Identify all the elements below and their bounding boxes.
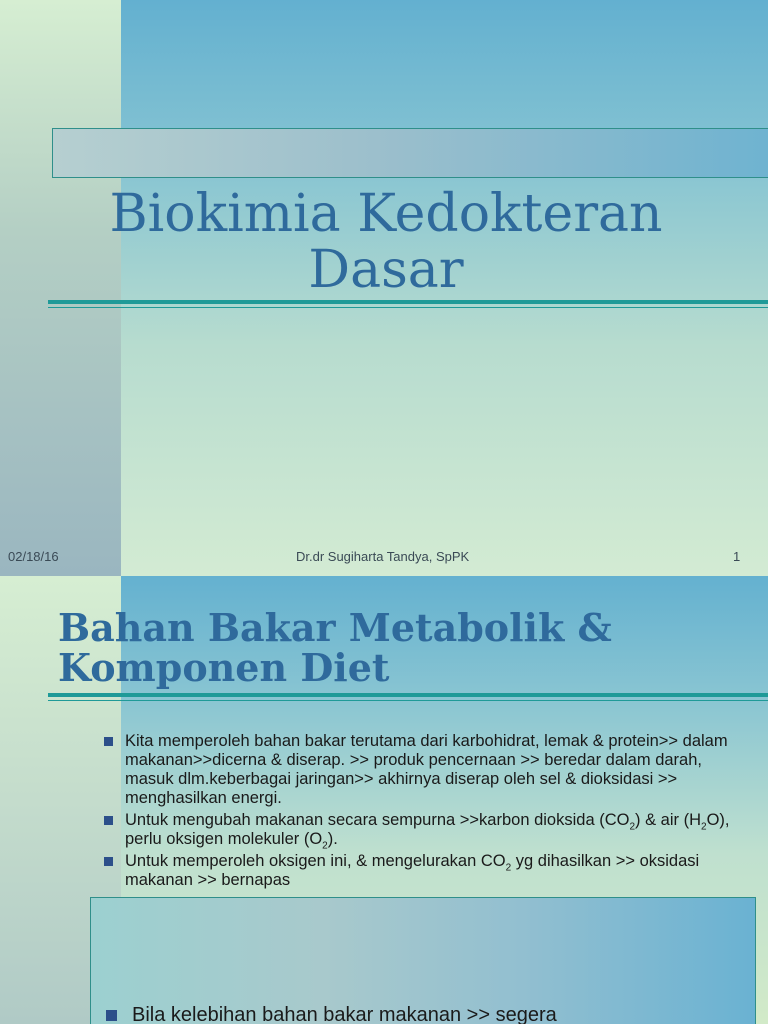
title-rule	[48, 693, 768, 697]
title-line-1: Biokimia Kedokteran	[109, 184, 663, 244]
title-line-2: Komponen Diet	[58, 645, 390, 690]
title-rule	[48, 300, 768, 304]
slide-title	[52, 186, 720, 298]
title-line-1: Bahan Bakar Metabolik &	[58, 605, 612, 650]
list-item: Untuk mengubah makanan secara sempurna >>karbon dioksida $(CO_2)$ & air $(H_2O)$, perlu oksigen molekuler $(O_2)$.	[104, 811, 754, 849]
footer-author: Dr.dr Sugiharta Tandya, SpPK	[296, 549, 470, 564]
list-item: Bila kelebihan bahan bakar makanan >> segera	[106, 1004, 557, 1024]
slide-title	[58, 605, 758, 690]
footer-date: 02/18/16	[8, 549, 59, 564]
slide-2	[0, 576, 768, 1024]
footer-page-number: 1	[733, 549, 741, 564]
bullet-list	[104, 732, 754, 893]
list-item: Untuk memperoleh oksigen ini, & mengelurakan $CO_2$ yg dihasilkan >> oksidasi makanan >> bernapas	[104, 852, 754, 890]
title-line-2: Dasar	[308, 240, 464, 300]
title-bar-decoration	[52, 128, 768, 178]
list-item: Kita memperoleh bahan bakar terutama dari karbohidrat, lemak & protein>> dalam makanan>>dicerna & diserap. >> produk pencernaan >> beredar dalam darah, masuk dlm.keberbagai jaringan>> akhirnya diserap oleh sel & dioksidasi >> menghasilkan energi.	[104, 732, 754, 808]
title-rule-thin	[48, 700, 768, 701]
title-rule-thin	[48, 307, 768, 308]
